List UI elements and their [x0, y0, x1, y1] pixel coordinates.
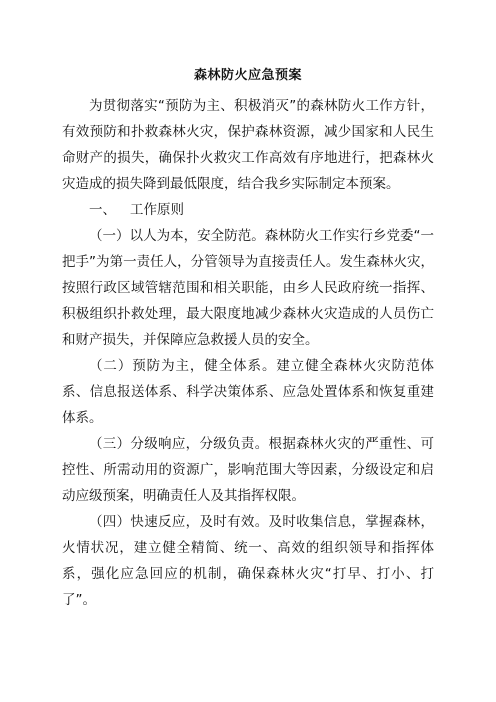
section-number: 一、: [89, 202, 116, 218]
section-heading-text: 工作原则: [130, 202, 184, 218]
intro-paragraph: 为贯彻落实“预防为主、积极消灭”的森林防火工作方针，有效预防和扑救森林火灾，保护森林资源，减少国家和人民生命财产的损失，确保扑火救灾工作高效有序地进行，把森林火灾造成的损失降到最低限度，结合我乡实际制定本预案。: [62, 98, 434, 192]
section-heading: [62, 197, 434, 223]
principle-paragraph-3: （三）分级响应，分级负责。根据森林火灾的严重性、可控性、所需动用的资源广，影响范围大等因素，分级设定和启动应级预案，明确责任人及其指挥权限。: [62, 436, 434, 504]
principle-paragraph-2: （二）预防为主，健全体系。建立健全森林火灾防范体系、信息报送体系、科学决策体系、应急处置体系和恢复重建体系。: [62, 358, 434, 426]
principle-paragraph-1: （一）以人为本，安全防范。森林防火工作实行乡党委“一把手”为第一责任人，分管领导为直接责任人。发生森林火灾，按照行政区域管辖范围和相关职能，由乡人民政府统一指挥、积极组织扑救处理，最大限度地减少森林火灾造成的人员伤亡和财产损失，并保障应急救援人员的安全。: [62, 228, 434, 348]
document-title: 森林防火应急预案: [193, 68, 302, 83]
principle-paragraph-4: （四）快速反应，及时有效。及时收集信息，掌握森林，火情状况，建立健全精简、统一、高效的组织领导和指挥体系，强化应急回应的机制，确保森林火灾“打早、打小、打了”。: [62, 514, 434, 608]
